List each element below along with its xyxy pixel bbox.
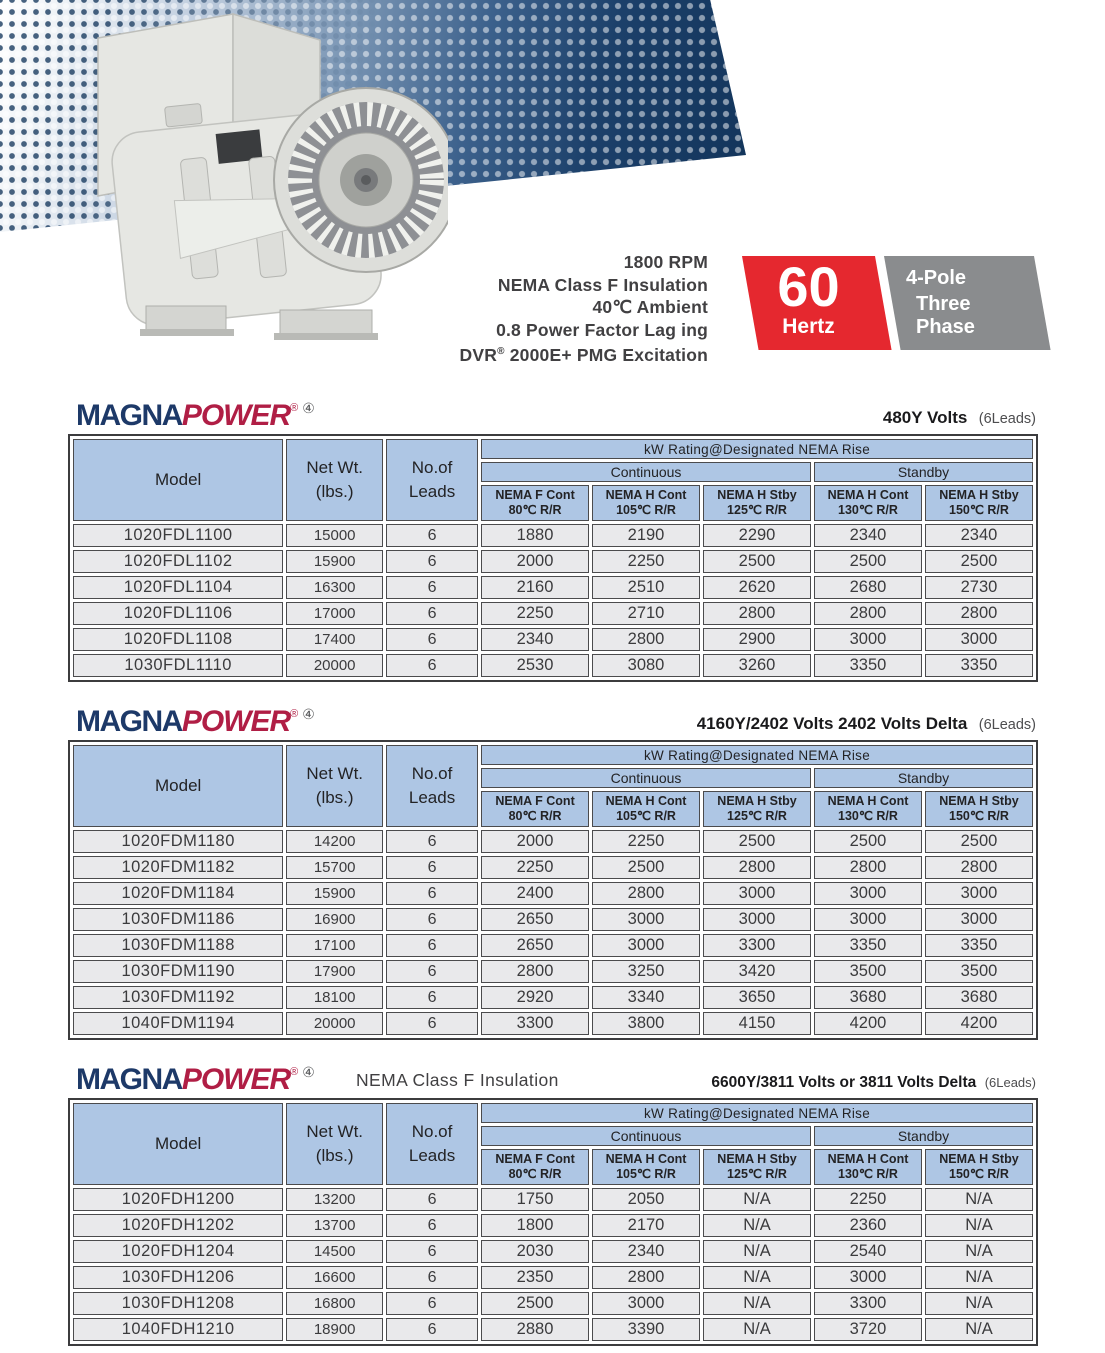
table-row [73,1266,1033,1289]
kw-cell: 3000 [925,628,1033,651]
ratings-table-4160y [68,740,1038,1040]
header-leads: No.of Leads [386,439,478,521]
kw-cell: 2620 [703,576,811,599]
header-kw-rating: kW Rating@Designated NEMA Rise [481,745,1033,765]
kw-cell: 2000 [481,830,589,853]
kw-cell: 2800 [481,960,589,983]
kw-cell: 2500 [481,1292,589,1315]
logo-cert-mark: ④ [302,1064,315,1080]
logo-magna: MAGNA [76,399,182,432]
kw-cell: 3250 [592,960,700,983]
kw-cell: 1800 [481,1214,589,1237]
kw-cell: 2030 [481,1240,589,1263]
header-standby: Standby [814,1126,1033,1146]
kw-cell: 3000 [814,908,922,931]
kw-cell: 3350 [814,934,922,957]
leads-cell: 6 [386,1292,478,1315]
kw-cell: N/A [925,1188,1033,1211]
kw-cell: 2650 [481,934,589,957]
kw-cell: 3300 [703,934,811,957]
model-cell: 1020FDL1106 [73,602,283,625]
table-row [73,602,1033,625]
leads-cell: 6 [386,934,478,957]
net-wt-cell: 14500 [286,1240,383,1263]
table-row [73,1188,1033,1211]
kw-cell: 3000 [814,1266,922,1289]
ratings-table-480y [68,434,1038,682]
kw-cell: 2730 [925,576,1033,599]
kw-cell: 2800 [925,856,1033,879]
kw-cell: 2800 [703,602,811,625]
kw-cell: 4200 [925,1012,1033,1035]
leads-cell: 6 [386,986,478,1009]
table-title [697,714,1036,734]
model-cell: 1020FDM1184 [73,882,283,905]
kw-cell: 2500 [814,830,922,853]
kw-cell: N/A [703,1266,811,1289]
leads-cell: 6 [386,1188,478,1211]
kw-cell: 2920 [481,986,589,1009]
kw-cell: 3500 [814,960,922,983]
kw-cell: 2800 [814,856,922,879]
header-nema-col: NEMA H Cont 130℃ R/R [814,1149,922,1185]
model-cell: 1020FDL1100 [73,524,283,547]
net-wt-cell: 16800 [286,1292,383,1315]
registered-mark: ® [497,346,505,358]
logo-power: POWER [181,1063,291,1096]
kw-cell: 2250 [814,1188,922,1211]
net-wt-cell: 15900 [286,550,383,573]
kw-cell: 2000 [481,550,589,573]
net-wt-cell: 16900 [286,908,383,931]
magnapower-logo [76,401,315,431]
kw-cell: 2360 [814,1214,922,1237]
leads-cell: 6 [386,1240,478,1263]
kw-cell: 2800 [592,1266,700,1289]
leads-cell: 6 [386,1266,478,1289]
leads-cell: 6 [386,830,478,853]
table-row [73,550,1033,573]
table-title-volts: 4160Y/2402 Volts 2402 Volts Delta [696,714,968,733]
model-cell: 1030FDL1110 [73,654,283,677]
table-row [73,908,1033,931]
kw-cell: 2800 [925,602,1033,625]
kw-cell: N/A [925,1292,1033,1315]
header-model: Model [73,439,283,521]
section-header [68,1055,1038,1098]
spec-text-block [308,251,708,367]
kw-cell: 1750 [481,1188,589,1211]
kw-cell: 2170 [592,1214,700,1237]
model-cell: 1020FDH1200 [73,1188,283,1211]
model-cell: 1020FDM1180 [73,830,283,853]
header-nema-col: NEMA F Cont 80℃ R/R [481,1149,589,1185]
table-title [711,1074,1036,1092]
kw-cell: 2250 [592,550,700,573]
net-wt-cell: 15000 [286,524,383,547]
kw-cell: 2800 [703,856,811,879]
phase-label: Three Phase [916,293,975,338]
kw-cell: 2880 [481,1318,589,1341]
logo-magna: MAGNA [76,1063,182,1096]
kw-cell: 2190 [592,524,700,547]
kw-cell: N/A [925,1240,1033,1263]
leads-cell: 6 [386,1012,478,1035]
leads-cell: 6 [386,908,478,931]
net-wt-cell: 15900 [286,882,383,905]
net-wt-cell: 17100 [286,934,383,957]
model-cell: 1030FDM1188 [73,934,283,957]
table-row [73,576,1033,599]
logo-cert-mark: ④ [302,400,315,416]
kw-cell: 2800 [592,628,700,651]
insulation-note: NEMA Class F Insulation [356,1070,559,1090]
table-row [73,830,1033,853]
net-wt-cell: 17000 [286,602,383,625]
pole-label: 4-Pole [906,267,967,289]
kw-cell: 2350 [481,1266,589,1289]
model-cell: 1020FDH1202 [73,1214,283,1237]
kw-cell: 3000 [814,628,922,651]
kw-cell: 3350 [925,934,1033,957]
kw-cell: 2340 [814,524,922,547]
logo-cert-mark: ④ [302,706,315,722]
header-nema-col: NEMA F Cont 80℃ R/R [481,485,589,521]
net-wt-cell: 16300 [286,576,383,599]
kw-cell: 2500 [703,830,811,853]
kw-cell: 3390 [592,1318,700,1341]
model-cell: 1030FDM1190 [73,960,283,983]
net-wt-cell: 16600 [286,1266,383,1289]
table-title-volts: 480Y Volts [882,408,968,427]
header-kw-rating: kW Rating@Designated NEMA Rise [481,1103,1033,1123]
header-nema-col: NEMA F Cont 80℃ R/R [481,791,589,827]
header-standby: Standby [814,768,1033,788]
kw-cell: 3300 [814,1292,922,1315]
net-wt-cell: 18100 [286,986,383,1009]
header-nema-col: NEMA H Cont 130℃ R/R [814,485,922,521]
kw-cell: 2650 [481,908,589,931]
kw-cell: 2290 [703,524,811,547]
header-net-wt: Net Wt. (lbs.) [286,745,383,827]
header-model: Model [73,745,283,827]
kw-cell: N/A [925,1214,1033,1237]
leads-cell: 6 [386,960,478,983]
net-wt-cell: 14200 [286,830,383,853]
hertz-value: 60 [777,255,840,318]
kw-cell: 2500 [592,856,700,879]
header-model: Model [73,1103,283,1185]
kw-cell: 2510 [592,576,700,599]
net-wt-cell: 13200 [286,1188,383,1211]
logo-magna: MAGNA [76,705,182,738]
table-row [73,628,1033,651]
kw-cell: N/A [703,1188,811,1211]
header-nema-col: NEMA H Cont 130℃ R/R [814,791,922,827]
kw-cell: 2530 [481,654,589,677]
spec-line: 0.8 Power Factor Lag ing [496,319,708,340]
kw-cell: N/A [925,1318,1033,1341]
kw-cell: 3680 [814,986,922,1009]
kw-cell: 3500 [925,960,1033,983]
hertz-label: Hertz [782,315,835,338]
header-kw-rating: kW Rating@Designated NEMA Rise [481,439,1033,459]
header-net-wt: Net Wt. (lbs.) [286,439,383,521]
model-cell: 1040FDH1210 [73,1318,283,1341]
kw-cell: 2340 [481,628,589,651]
table-row [73,882,1033,905]
model-cell: 1030FDM1192 [73,986,283,1009]
net-wt-cell: 20000 [286,1012,383,1035]
kw-cell: 3340 [592,986,700,1009]
kw-cell: 2400 [481,882,589,905]
table-title-leads: (6Leads) [978,717,1036,733]
kw-cell: N/A [703,1240,811,1263]
hertz-badge [742,256,892,350]
kw-cell: 3000 [925,908,1033,931]
table-section-4160y [68,697,1038,1040]
header-nema-col: NEMA H Cont 105℃ R/R [592,1149,700,1185]
model-cell: 1020FDL1108 [73,628,283,651]
header-leads: No.of Leads [386,1103,478,1185]
kw-cell: 2250 [592,830,700,853]
kw-cell: 2500 [703,550,811,573]
table-row [73,1012,1033,1035]
kw-cell: 3260 [703,654,811,677]
model-cell: 1030FDH1208 [73,1292,283,1315]
kw-cell: 2250 [481,602,589,625]
kw-cell: 2500 [925,830,1033,853]
spec-line: NEMA Class F Insulation [497,274,708,295]
table-title-leads: (6Leads) [984,1075,1036,1090]
model-cell: 1040FDM1194 [73,1012,283,1035]
spec-line: 1800 RPM [623,252,708,272]
kw-cell: 3420 [703,960,811,983]
table-row [73,654,1033,677]
kw-cell: 2250 [481,856,589,879]
kw-cell: 3720 [814,1318,922,1341]
kw-cell: N/A [703,1318,811,1341]
leads-cell: 6 [386,856,478,879]
kw-cell: 3650 [703,986,811,1009]
leads-cell: 6 [386,576,478,599]
leads-cell: 6 [386,1318,478,1341]
kw-cell: N/A [703,1292,811,1315]
header-nema-col: NEMA H Stby 150℃ R/R [925,485,1033,521]
kw-cell: 3800 [592,1012,700,1035]
table-row [73,524,1033,547]
kw-cell: 2800 [592,882,700,905]
table-row [73,856,1033,879]
header-nema-col: NEMA H Cont 105℃ R/R [592,791,700,827]
model-cell: 1020FDM1182 [73,856,283,879]
net-wt-cell: 13700 [286,1214,383,1237]
hertz-badge-content [742,256,875,350]
header-nema-col: NEMA H Stby 150℃ R/R [925,791,1033,827]
header-nema-col: NEMA H Stby 150℃ R/R [925,1149,1033,1185]
table-row [73,1240,1033,1263]
net-wt-cell: 15700 [286,856,383,879]
kw-cell: 2340 [592,1240,700,1263]
leads-cell: 6 [386,628,478,651]
kw-cell: 2800 [814,602,922,625]
kw-cell: 3000 [703,908,811,931]
logo-registered-mark: ® [290,1066,299,1078]
header-nema-col: NEMA H Stby 125℃ R/R [703,485,811,521]
model-cell: 1030FDH1206 [73,1266,283,1289]
magnapower-logo [76,707,315,737]
kw-cell: 1880 [481,524,589,547]
header-nema-col: NEMA H Stby 125℃ R/R [703,1149,811,1185]
leads-cell: 6 [386,882,478,905]
logo-power: POWER [181,705,291,738]
section-header [68,697,1038,740]
kw-cell: 4150 [703,1012,811,1035]
net-wt-cell: 17400 [286,628,383,651]
kw-cell: 2160 [481,576,589,599]
kw-cell: 2710 [592,602,700,625]
table-row [73,1292,1033,1315]
kw-cell: 2050 [592,1188,700,1211]
table-section-6600y [68,1055,1038,1346]
kw-cell: 2540 [814,1240,922,1263]
leads-cell: 6 [386,654,478,677]
kw-cell: 3680 [925,986,1033,1009]
spec-line-dvr: DVR® 2000E+ PMG Excitation [459,345,708,366]
table-row [73,1318,1033,1341]
model-cell: 1020FDH1204 [73,1240,283,1263]
kw-cell: 4200 [814,1012,922,1035]
kw-cell: 3000 [703,882,811,905]
logo-registered-mark: ® [290,402,299,414]
model-cell: 1020FDL1102 [73,550,283,573]
kw-cell: 2340 [925,524,1033,547]
net-wt-cell: 18900 [286,1318,383,1341]
logo-power: POWER [181,399,291,432]
kw-cell: 3000 [592,1292,700,1315]
model-cell: 1030FDM1186 [73,908,283,931]
table-row [73,986,1033,1009]
net-wt-cell: 17900 [286,960,383,983]
kw-cell: 3080 [592,654,700,677]
header-leads: No.of Leads [386,745,478,827]
pole-phase-badge [884,256,1051,350]
table-row [73,934,1033,957]
leads-cell: 6 [386,602,478,625]
kw-cell: 3300 [481,1012,589,1035]
header-continuous: Continuous [481,462,811,482]
kw-cell: 2680 [814,576,922,599]
kw-cell: N/A [925,1266,1033,1289]
table-title-volts: 6600Y/3811 Volts or 3811 Volts Delta [711,1074,977,1091]
leads-cell: 6 [386,550,478,573]
kw-cell: 2900 [703,628,811,651]
table-row [73,1214,1033,1237]
ratings-table-6600y [68,1098,1038,1346]
pole-badge-content [884,256,1034,350]
model-cell: 1020FDL1104 [73,576,283,599]
logo-registered-mark: ® [290,708,299,720]
section-header [68,391,1038,434]
header-net-wt: Net Wt. (lbs.) [286,1103,383,1185]
header-continuous: Continuous [481,1126,811,1146]
leads-cell: 6 [386,1214,478,1237]
kw-cell: 3350 [925,654,1033,677]
kw-cell: 3000 [592,934,700,957]
table-row [73,960,1033,983]
table-title [883,408,1036,428]
kw-cell: 2500 [814,550,922,573]
spec-line: 40℃ Ambient [592,297,708,318]
header-standby: Standby [814,462,1033,482]
kw-cell: N/A [703,1214,811,1237]
table-title-leads: (6Leads) [978,411,1036,427]
net-wt-cell: 20000 [286,654,383,677]
leads-cell: 6 [386,524,478,547]
magnapower-logo [76,1065,315,1095]
kw-cell: 3000 [592,908,700,931]
header-continuous: Continuous [481,768,811,788]
kw-cell: 2500 [925,550,1033,573]
kw-cell: 3350 [814,654,922,677]
table-section-480y [68,391,1038,682]
kw-cell: 3000 [814,882,922,905]
header-nema-col: NEMA H Cont 105℃ R/R [592,485,700,521]
kw-cell: 3000 [925,882,1033,905]
header-nema-col: NEMA H Stby 125℃ R/R [703,791,811,827]
